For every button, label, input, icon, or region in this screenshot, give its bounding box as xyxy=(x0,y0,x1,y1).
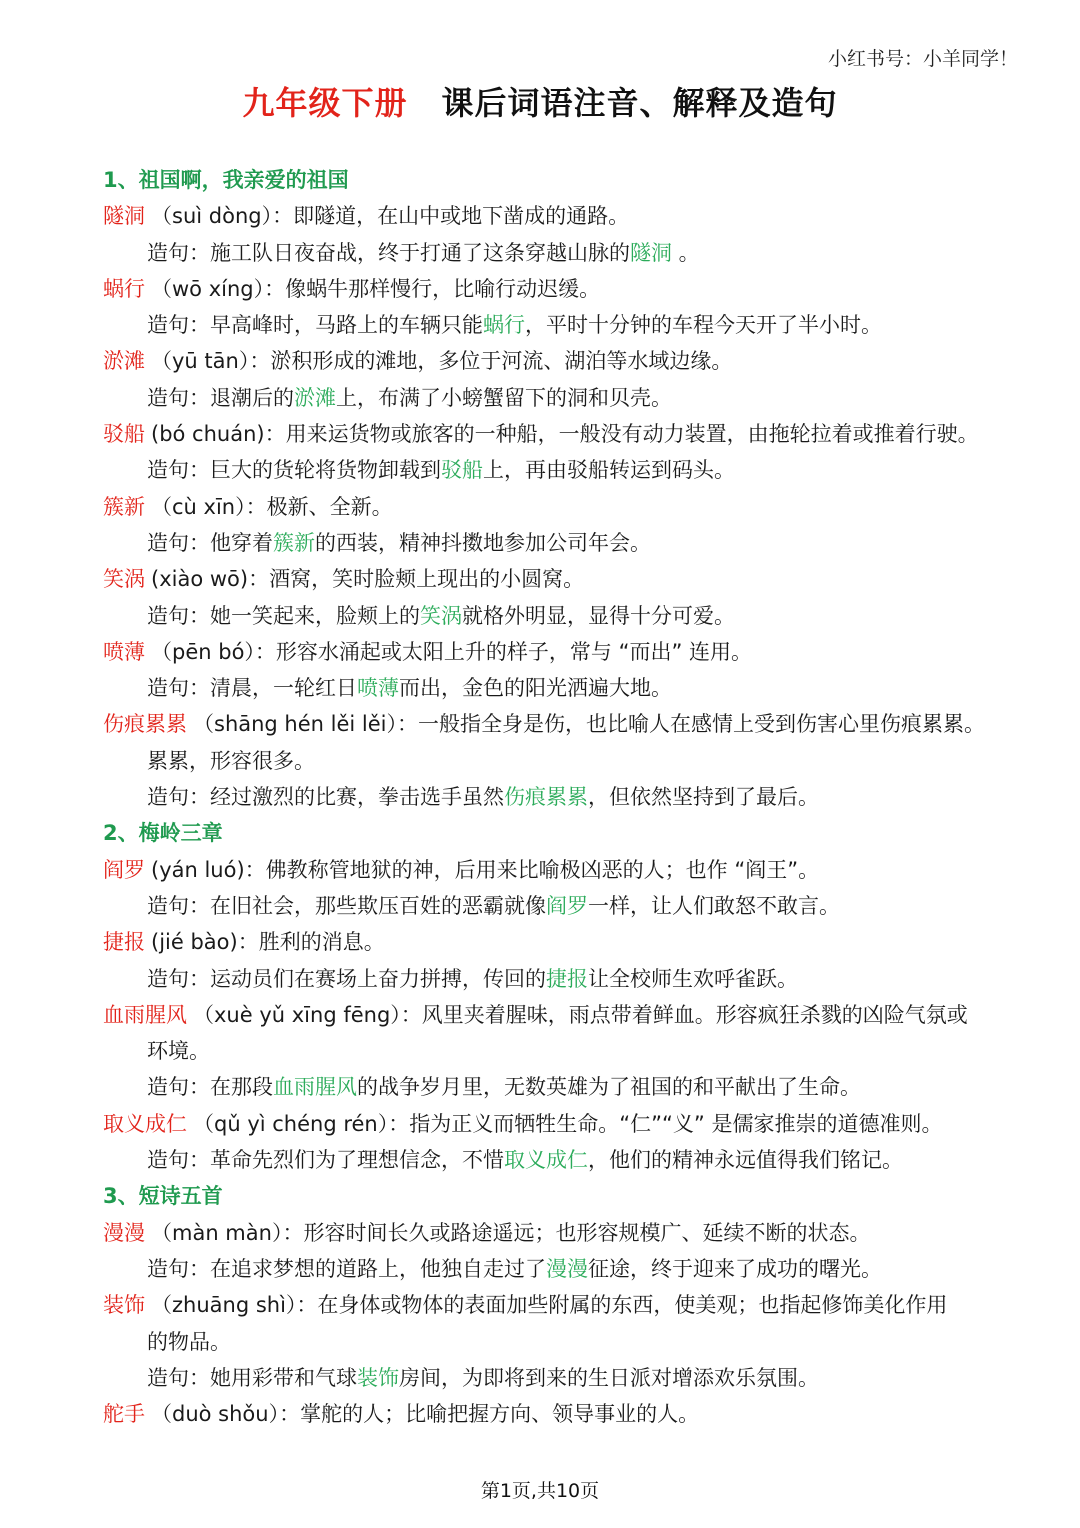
vocab-definition: 胜利的消息。 xyxy=(258,930,385,955)
example-text: 房间，为即将到来的生日派对增添欢乐氛围。 xyxy=(399,1365,819,1390)
vocab-pinyin: （xuè yǔ xīng fēng）： xyxy=(193,1002,422,1027)
vocab-definition-continued: 的物品。 xyxy=(147,1329,231,1354)
vocab-definition: 一般指全身是伤，也比喻人在感情上受到伤害心里伤痕累累。 xyxy=(418,712,986,737)
example-text: 。 xyxy=(672,240,700,265)
vocab-entry xyxy=(103,198,1003,234)
example-text: ，他们的精神永远值得我们铭记。 xyxy=(588,1148,903,1173)
vocab-entry xyxy=(103,997,1003,1033)
vocab-pinyin: （qǔ yì chéng rén）： xyxy=(193,1111,410,1136)
account-id: 小红书号：小羊同学！ xyxy=(827,48,1018,70)
vocab-word: 淤滩 xyxy=(103,349,145,374)
example-text: 造句：运动员们在赛场上奋力拼搏，传回的 xyxy=(147,966,546,991)
vocab-definition: 在身体或物体的表面加些附属的东西，使美观；也指起修饰美化作用 xyxy=(317,1293,948,1318)
vocab-word: 喷薄 xyxy=(103,639,145,664)
example-sentence xyxy=(103,307,1003,343)
example-text: ，平时十分钟的车程今天开了半小时。 xyxy=(525,313,882,338)
vocab-word: 舵手 xyxy=(103,1402,145,1427)
vocab-word: 伤痕累累 xyxy=(103,712,187,737)
example-text: 而出，金色的阳光洒遍大地。 xyxy=(399,676,672,701)
vocab-pinyin: （pēn bó）： xyxy=(151,639,276,664)
example-highlight-word: 喷薄 xyxy=(357,676,399,701)
example-text: 一样，让人们敢怒不敢言。 xyxy=(588,893,840,918)
vocab-word: 漫漫 xyxy=(103,1220,145,1245)
vocab-definition: 像蜗牛那样慢行，比喻行动迟缓。 xyxy=(285,276,601,301)
vocab-entry xyxy=(103,343,1003,379)
vocab-entry xyxy=(103,1396,1003,1432)
example-sentence xyxy=(103,670,1003,706)
example-text: 造句：他穿着 xyxy=(147,530,273,555)
vocab-pinyin: （shāng hén lěi lěi）： xyxy=(193,712,419,737)
vocab-pinyin: （màn màn）： xyxy=(151,1220,304,1245)
example-highlight-word: 驳船 xyxy=(441,458,483,483)
vocab-definition: 淤积形成的滩地，多位于河流、湖泊等水域边缘。 xyxy=(270,349,733,374)
vocab-entry xyxy=(103,706,1003,742)
example-text: 造句：在追求梦想的道路上，他独自走过了 xyxy=(147,1256,546,1281)
example-highlight-word: 取义成仁 xyxy=(504,1148,588,1173)
vocab-definition: 指为正义而牺牲生命。“仁”“义” 是儒家推崇的道德准则。 xyxy=(409,1111,943,1136)
example-highlight-word: 蜗行 xyxy=(483,313,525,338)
example-highlight-word: 淤滩 xyxy=(294,385,336,410)
example-highlight-word: 阎罗 xyxy=(546,893,588,918)
vocab-entry xyxy=(103,852,1003,888)
vocab-pinyin: (xiào wō)： xyxy=(151,567,270,592)
vocab-pinyin: (yán luó)： xyxy=(151,857,266,882)
vocab-entry xyxy=(103,271,1003,307)
example-sentence xyxy=(103,779,1003,815)
example-highlight-word: 装饰 xyxy=(357,1365,399,1390)
example-sentence xyxy=(103,961,1003,997)
example-sentence xyxy=(103,598,1003,634)
vocab-entry xyxy=(103,561,1003,597)
example-text: ，但依然坚持到了最后。 xyxy=(588,785,819,810)
vocab-definition: 佛教称管地狱的神，后用来比喻极凶恶的人；也作 “阎王”。 xyxy=(265,857,820,882)
vocab-entry xyxy=(103,1106,1003,1142)
example-text: 上，布满了小螃蟹留下的洞和贝壳。 xyxy=(336,385,672,410)
example-sentence xyxy=(103,888,1003,924)
vocab-definition: 用来运货物或旅客的一种船，一般没有动力装置，由拖轮拉着或推着行驶。 xyxy=(285,422,979,447)
vocab-word: 阎罗 xyxy=(103,857,145,882)
example-sentence xyxy=(103,1069,1003,1105)
example-text: 征途，终于迎来了成功的曙光。 xyxy=(588,1256,882,1281)
example-sentence xyxy=(103,1251,1003,1287)
vocab-definition: 风里夹着腥味，雨点带着鲜血。形容疯狂杀戮的凶险气氛或 xyxy=(421,1002,968,1027)
vocab-entry xyxy=(103,1215,1003,1251)
vocab-entry xyxy=(103,634,1003,670)
vocab-entry xyxy=(103,924,1003,960)
example-text: 造句：在那段 xyxy=(147,1075,273,1100)
vocab-pinyin: （yū tān）： xyxy=(151,349,271,374)
example-highlight-word: 伤痕累累 xyxy=(504,785,588,810)
example-highlight-word: 簇新 xyxy=(273,530,315,555)
vocab-word: 簇新 xyxy=(103,494,145,519)
example-sentence xyxy=(103,380,1003,416)
vocab-pinyin: (bó chuán)： xyxy=(151,422,286,447)
vocab-definition: 酒窝，笑时脸颊上现出的小圆窝。 xyxy=(269,567,585,592)
vocab-pinyin: （suì dòng）： xyxy=(151,204,294,229)
vocab-definition: 即隧道，在山中或地下凿成的通路。 xyxy=(293,204,630,229)
example-highlight-word: 捷报 xyxy=(546,966,588,991)
example-sentence xyxy=(103,452,1003,488)
section-title: 3、短诗五首 xyxy=(103,1184,223,1209)
example-text: 造句：在旧社会，那些欺压百姓的恶霸就像 xyxy=(147,893,546,918)
vocab-pinyin: （duò shǒu）： xyxy=(151,1402,301,1427)
vocab-pinyin: （zhuāng shì）： xyxy=(151,1293,318,1318)
vocab-definition-continued: 累累，形容很多。 xyxy=(147,748,315,773)
example-text: 造句：施工队日夜奋战，终于打通了这条穿越山脉的 xyxy=(147,240,630,265)
example-sentence xyxy=(103,525,1003,561)
vocab-definition-continued: 环境。 xyxy=(147,1039,210,1064)
example-text: 造句：她用彩带和气球 xyxy=(147,1365,357,1390)
vocab-word: 蜗行 xyxy=(103,276,145,301)
page-title xyxy=(0,78,1080,124)
vocab-entry xyxy=(103,416,1003,452)
vocab-word: 笑涡 xyxy=(103,567,145,592)
vocab-pinyin: （wō xíng）： xyxy=(151,276,286,301)
example-text: 造句：经过激烈的比赛，拳击选手虽然 xyxy=(147,785,504,810)
example-sentence xyxy=(103,1142,1003,1178)
example-highlight-word: 血雨腥风 xyxy=(273,1075,357,1100)
vocab-definition: 极新、全新。 xyxy=(266,494,393,519)
vocab-pinyin: （cù xīn）： xyxy=(151,494,267,519)
vocab-word: 驳船 xyxy=(103,422,145,447)
page-number: 第1页,共10页 xyxy=(480,1480,600,1502)
vocab-word: 捷报 xyxy=(103,930,145,955)
section-title: 2、梅岭三章 xyxy=(103,821,223,846)
example-highlight-word: 漫漫 xyxy=(546,1256,588,1281)
vocab-definition: 形容水涌起或太阳上升的样子，常与 “而出” 连用。 xyxy=(275,639,753,664)
title-subject: 课后词语注音、解释及造句 xyxy=(441,84,838,122)
example-text: 让全校师生欢呼雀跃。 xyxy=(588,966,798,991)
vocab-entry xyxy=(103,1287,1003,1323)
example-text: 的战争岁月里，无数英雄为了祖国的和平献出了生命。 xyxy=(357,1075,861,1100)
section-title: 1、祖国啊，我亲爱的祖国 xyxy=(103,168,349,192)
vocab-word: 装饰 xyxy=(103,1293,145,1318)
vocab-pinyin: (jié bào)： xyxy=(151,930,259,955)
example-text: 造句：革命先烈们为了理想信念，不惜 xyxy=(147,1148,504,1173)
example-sentence xyxy=(103,235,1003,271)
example-text: 造句：退潮后的 xyxy=(147,385,294,410)
vocab-word: 血雨腥风 xyxy=(103,1002,187,1027)
example-text: 造句：她一笑起来，脸颊上的 xyxy=(147,603,420,628)
example-text: 造句：清晨，一轮红日 xyxy=(147,676,357,701)
example-highlight-word: 隧洞 xyxy=(630,240,672,265)
vocab-word: 取义成仁 xyxy=(103,1111,187,1136)
example-sentence xyxy=(103,1360,1003,1396)
example-text: 上，再由驳船转运到码头。 xyxy=(483,458,735,483)
example-text: 的西装，精神抖擞地参加公司年会。 xyxy=(315,530,651,555)
vocab-content xyxy=(103,162,1003,1432)
vocab-word: 隧洞 xyxy=(103,204,145,229)
example-text: 造句：巨大的货轮将货物卸载到 xyxy=(147,458,441,483)
example-highlight-word: 笑涡 xyxy=(420,603,462,628)
vocab-entry xyxy=(103,489,1003,525)
example-text: 造句：早高峰时，马路上的车辆只能 xyxy=(147,313,483,338)
title-grade: 九年级下册 xyxy=(242,84,408,122)
example-text: 就格外明显，显得十分可爱。 xyxy=(462,603,735,628)
vocab-definition: 掌舵的人；比喻把握方向、领导事业的人。 xyxy=(300,1402,700,1427)
vocab-definition: 形容时间长久或路途遥远；也形容规模广、延续不断的状态。 xyxy=(303,1220,871,1245)
